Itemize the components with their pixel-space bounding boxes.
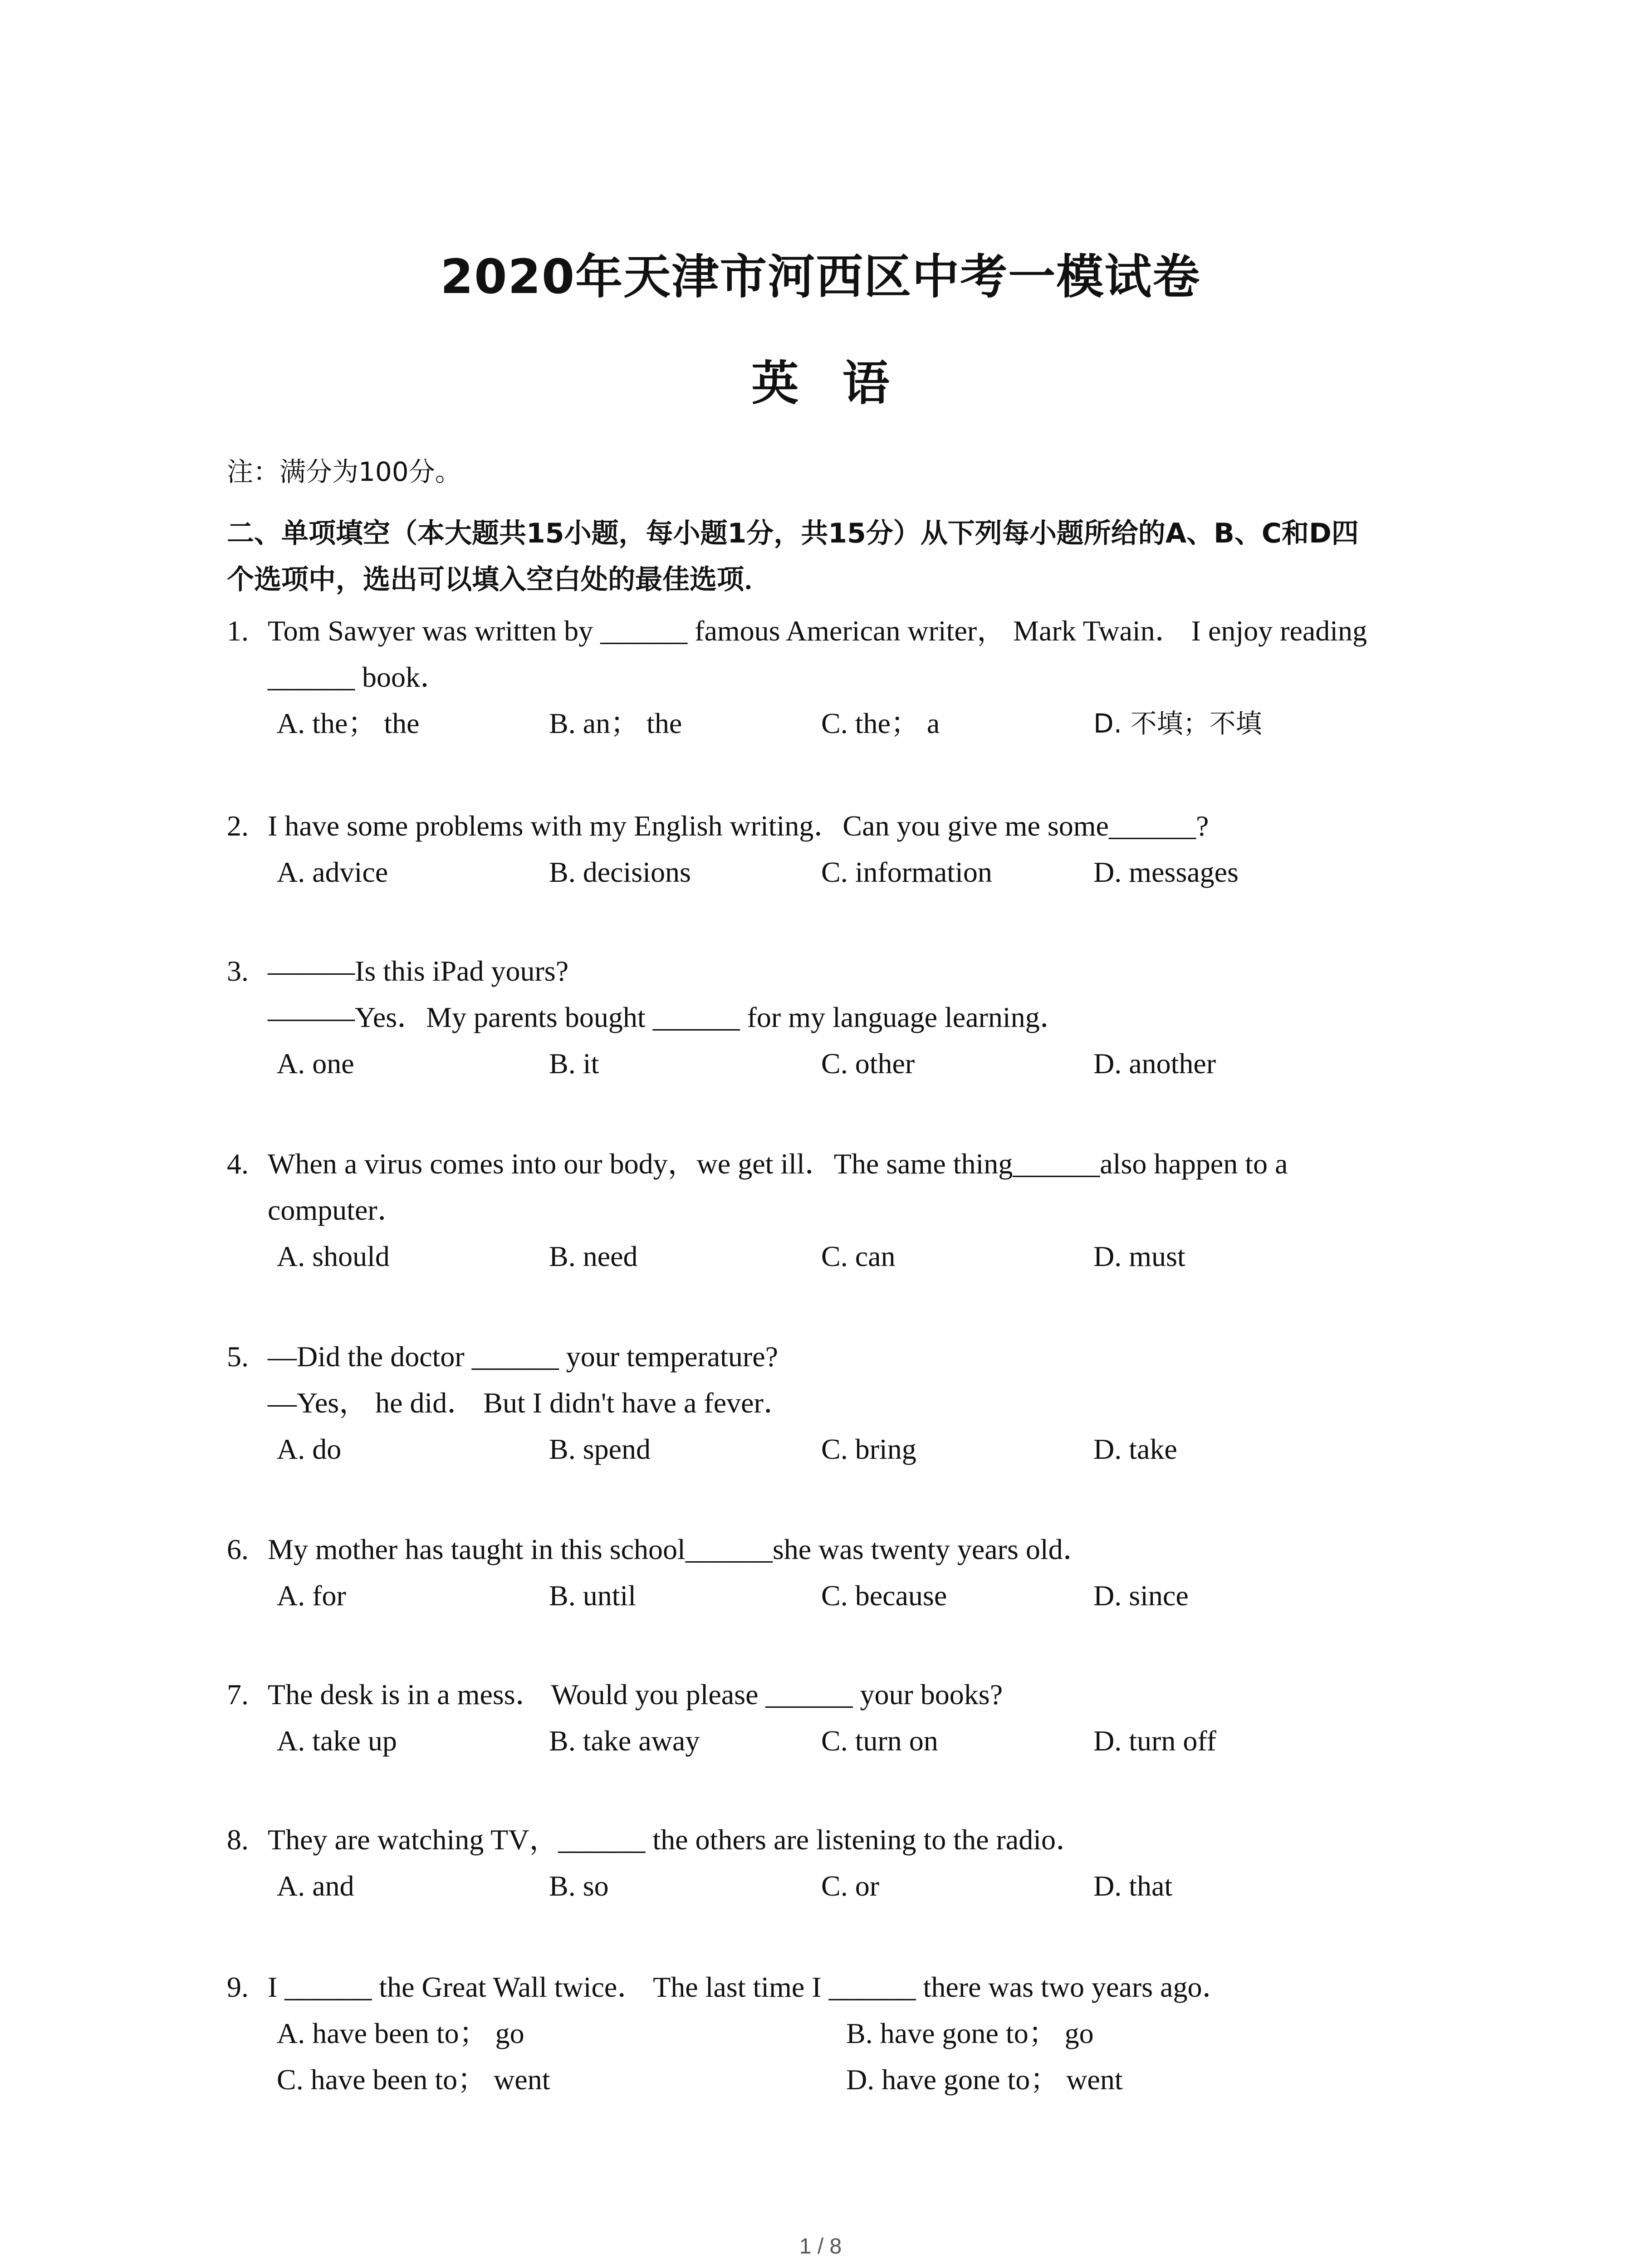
question-text: I ______ the Great Wall twice． The last time I ______ there was two years ago．	[268, 1971, 1231, 2003]
question-text: I have some problems with my English writing．Can you give me some______?	[268, 810, 1209, 842]
option-d: D. 不填；不填	[1093, 708, 1262, 739]
option-c: C. have been to； went	[277, 2063, 550, 2096]
question-number: 8.	[227, 1823, 249, 1856]
option-row	[277, 1863, 1452, 1909]
section-heading-line: 二、单项填空（本大题共15小题，每小题1分，共15分）从下列每小题所给的A、B、C和D四	[227, 518, 1359, 549]
question-text: The desk is in a mess． Would you please ______ your books?	[268, 1678, 1003, 1711]
option-row	[277, 1426, 1452, 1472]
exam-subject: 英 语	[751, 356, 890, 411]
option-a: A. one	[277, 1047, 354, 1080]
question-6	[227, 1526, 1452, 1619]
option-d: D. messages	[1093, 856, 1239, 888]
question-text: ———Yes．My parents bought ______ for my language learning．	[268, 1001, 1069, 1033]
option-b: B. an； the	[549, 707, 682, 739]
option-row	[277, 1233, 1452, 1280]
question-7	[227, 1672, 1452, 1764]
option-b: B. it	[549, 1047, 599, 1080]
question-1	[227, 608, 1452, 747]
exam-title: 2020年天津市河西区中考一模试卷	[440, 249, 1201, 304]
section-heading-line: 个选项中，选出可以填入空白处的最佳选项．	[227, 564, 771, 596]
question-8	[227, 1817, 1452, 1909]
option-b: B. until	[549, 1579, 637, 1612]
option-b: B. spend	[549, 1433, 651, 1465]
option-a: A. take up	[277, 1725, 397, 1757]
score-note: 注：满分为100分。	[227, 456, 461, 487]
option-b: B. so	[549, 1870, 609, 1902]
question-text: When a virus comes into our body，we get ill．The same thing______also happen to a	[268, 1148, 1288, 1180]
question-number: 6.	[227, 1533, 249, 1565]
option-c: C. other	[821, 1047, 915, 1080]
question-text: My mother has taught in this school______she was twenty years old．	[268, 1533, 1092, 1565]
question-9	[227, 1964, 1452, 2103]
option-d: D. since	[1093, 1579, 1189, 1612]
option-row	[277, 1041, 1452, 1087]
question-2	[227, 803, 1452, 895]
option-d: D. turn off	[1093, 1725, 1216, 1757]
question-number: 3.	[227, 955, 249, 987]
question-text: computer．	[268, 1194, 407, 1226]
option-d: D. must	[1093, 1240, 1185, 1272]
option-c: C. the； a	[821, 707, 940, 739]
option-b: B. have gone to； go	[846, 2017, 1094, 2049]
option-c: C. or	[821, 1870, 879, 1902]
option-d: D. have gone to； went	[846, 2063, 1123, 2096]
option-row	[277, 1573, 1452, 1619]
option-b: B. take away	[549, 1725, 700, 1757]
option-c: C. information	[821, 856, 992, 888]
section-heading	[227, 510, 1452, 603]
option-a: A. the； the	[277, 707, 420, 739]
option-d: D. that	[1093, 1870, 1173, 1902]
question-number: 1.	[227, 615, 249, 647]
option-c: C. because	[821, 1579, 947, 1612]
option-b: B. need	[549, 1240, 638, 1272]
page-number: 1 / 8	[799, 2234, 842, 2258]
option-b: B. decisions	[549, 856, 691, 888]
option-row	[277, 700, 1452, 747]
question-number: 9.	[227, 1971, 249, 2003]
option-a: A. do	[277, 1433, 342, 1465]
question-3	[227, 948, 1452, 1087]
option-a: A. advice	[277, 856, 388, 888]
question-number: 4.	[227, 1148, 249, 1180]
question-text: They are watching TV，______ the others are listening to the radio．	[268, 1823, 1085, 1856]
question-4	[227, 1141, 1452, 1280]
option-row	[277, 2010, 1452, 2057]
option-a: A. for	[277, 1579, 346, 1612]
option-c: C. turn on	[821, 1725, 938, 1757]
option-a: A. and	[277, 1870, 354, 1902]
question-text: Tom Sawyer was written by ______ famous American writer， Mark Twain． I enjoy reading	[268, 615, 1367, 647]
option-d: D. take	[1093, 1433, 1177, 1465]
option-a: A. have been to； go	[277, 2017, 524, 2049]
option-c: C. bring	[821, 1433, 916, 1465]
option-row	[277, 2057, 1452, 2103]
question-number: 2.	[227, 810, 249, 842]
question-text: ______ book．	[268, 661, 449, 693]
option-d: D. another	[1093, 1047, 1216, 1080]
question-text: ———Is this iPad yours?	[268, 955, 569, 987]
option-c: C. can	[821, 1240, 896, 1272]
question-text: —Did the doctor ______ your temperature?	[268, 1340, 778, 1373]
question-number: 7.	[227, 1678, 249, 1711]
option-a: A. should	[277, 1240, 390, 1272]
question-5	[227, 1334, 1452, 1472]
option-row	[277, 849, 1452, 895]
question-text: —Yes， he did． But I didn't have a fever．	[268, 1387, 793, 1419]
option-row	[277, 1718, 1452, 1764]
question-number: 5.	[227, 1340, 249, 1373]
